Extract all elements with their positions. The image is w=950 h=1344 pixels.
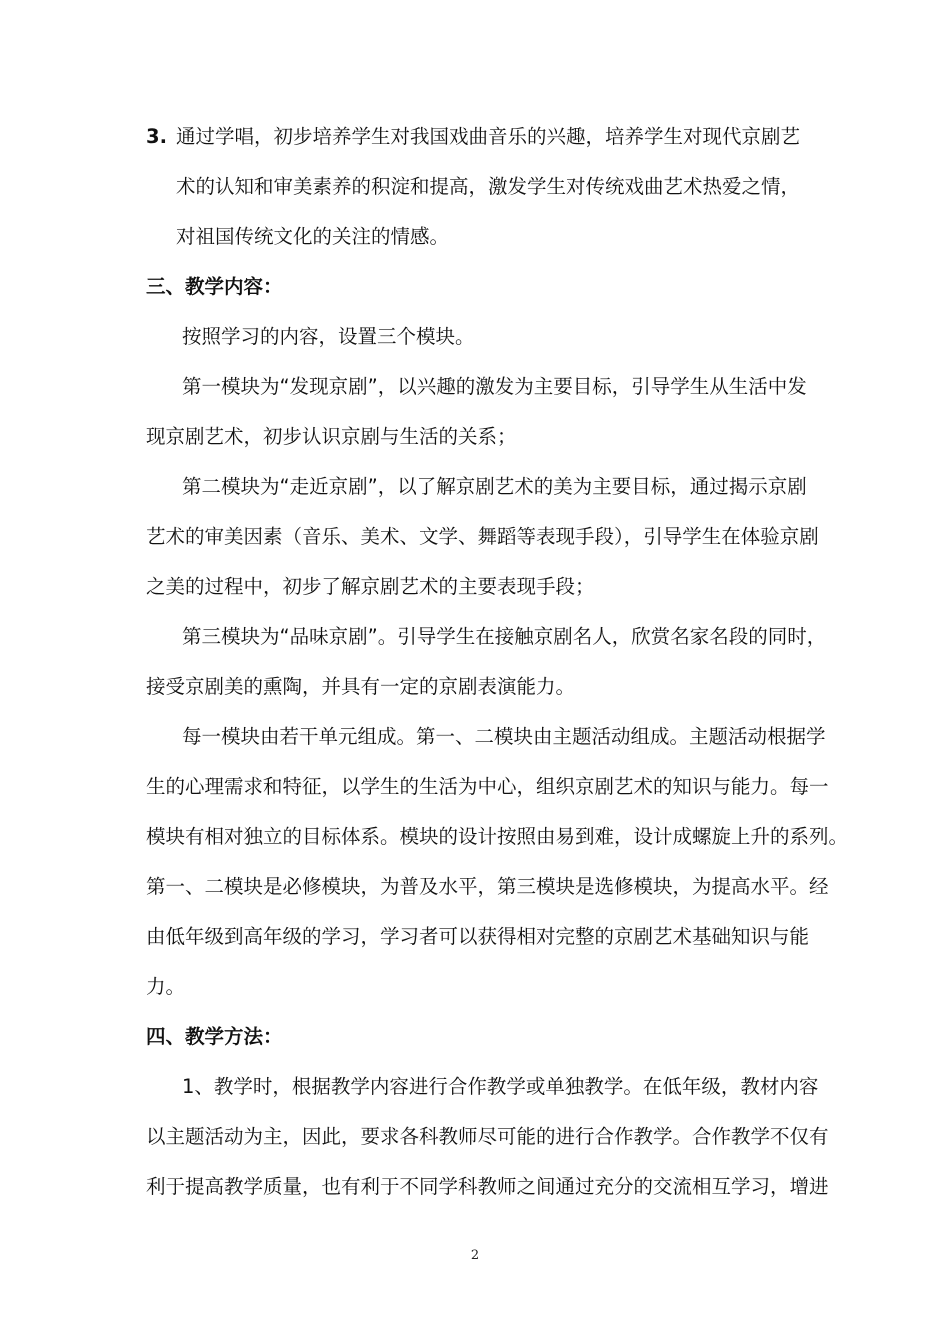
summary-text-5: 由低年级到高年级的学习，学习者可以获得相对完整的京剧艺术基础知识与能 bbox=[146, 925, 810, 948]
page-number: 2 bbox=[470, 1248, 480, 1263]
summary-text-4: 第一、二模块是必修模块，为普及水平，第三模块是选修模块，为提高水平。经 bbox=[146, 875, 829, 898]
module2-text-1: 第二模块为“走近京剧”，以了解京剧艺术的美为主要目标，通过揭示京剧 bbox=[182, 475, 807, 498]
summary-text-6: 力。 bbox=[146, 975, 186, 998]
section4-para1-text-3: 利于提高教学质量，也有利于不同学科教师之间通过充分的交流相互学习，增进 bbox=[146, 1175, 829, 1198]
summary-text-1: 每一模块由若干单元组成。第一、二模块由主题活动组成。主题活动根据学 bbox=[182, 725, 826, 748]
module3-text-2: 接受京剧美的熏陶，并具有一定的京剧表演能力。 bbox=[146, 675, 576, 698]
section4-para1-text-1: 1、教学时，根据教学内容进行合作教学或单独教学。在低年级，教材内容 bbox=[182, 1075, 819, 1098]
module2-text-2: 艺术的审美因素（音乐、美术、文学、舞蹈等表现手段），引导学生在体验京剧 bbox=[146, 525, 819, 548]
section4-heading-text: 四、教学方法： bbox=[146, 1025, 283, 1048]
module3-text-1: 第三模块为“品味京剧”。引导学生在接触京剧名人，欣赏名家名段的同时， bbox=[182, 625, 827, 648]
module1-text-2: 现京剧艺术，初步认识京剧与生活的关系； bbox=[146, 425, 517, 448]
summary-text-3: 模块有相对独立的目标体系。模块的设计按照由易到难，设计成螺旋上升的系列。 bbox=[146, 825, 849, 848]
item3-number: 3. bbox=[146, 125, 167, 148]
section3-heading-text: 三、教学内容： bbox=[146, 275, 283, 298]
module1-text-1: 第一模块为“发现京剧”，以兴趣的激发为主要目标，引导学生从生活中发 bbox=[182, 375, 807, 398]
item3-text-2: 术的认知和审美素养的积淀和提高，激发学生对传统戏曲艺术热爱之情， bbox=[176, 175, 801, 198]
item3-text-3: 对祖国传统文化的关注的情感。 bbox=[176, 225, 450, 248]
section4-para1-text-2: 以主题活动为主，因此，要求各科教师尽可能的进行合作教学。合作教学不仅有 bbox=[146, 1125, 829, 1148]
item3-text-1: 通过学唱，初步培养学生对我国戏曲音乐的兴趣，培养学生对现代京剧艺 bbox=[176, 125, 801, 148]
summary-text-2: 生的心理需求和特征，以学生的生活为中心，组织京剧艺术的知识与能力。每一 bbox=[146, 775, 829, 798]
section3-intro-text: 按照学习的内容，设置三个模块。 bbox=[182, 325, 475, 348]
module2-text-3: 之美的过程中，初步了解京剧艺术的主要表现手段； bbox=[146, 575, 595, 598]
